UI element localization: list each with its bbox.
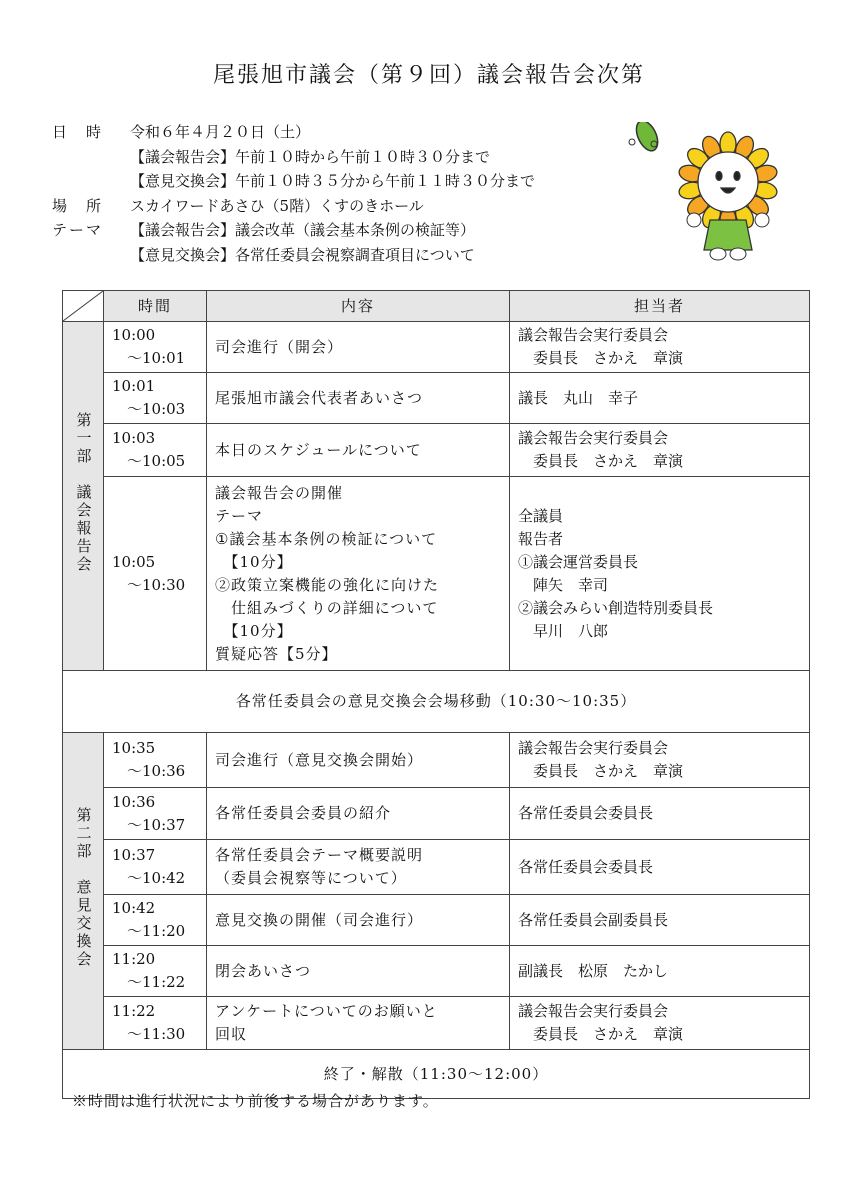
person-cell: 各常任委員会副委員長 [510,895,810,946]
info-row [52,243,535,268]
info-label [52,169,130,194]
person-cell: 各常任委員会委員長 [510,788,810,840]
info-label: テーマ [52,221,104,239]
info-label [52,243,130,268]
page-title: 尾張旭市議会（第９回）議会報告会次第 [212,63,645,88]
closing-row: 終了・解散（11:30～12:00） [63,1050,810,1099]
person-cell: 議会報告会実行委員会 委員長 さかえ 章演 [510,322,810,373]
section-label: 第一部 議会報告会 [63,322,104,671]
info-row [52,169,535,194]
person-cell: 議会報告会実行委員会 委員長 さかえ 章演 [510,997,810,1050]
time-cell: 10:03 ～10:05 [104,424,207,477]
info-value: 【議会報告会】午前１０時から午前１０時３０分まで [130,147,491,166]
content-cell: 議会報告会の開催 テーマ ①議会基本条例の検証について 【10分】 ②政策立案機能の強化に向けた 仕組みづくりの詳細について 【10分】 質疑応答【5分】 [207,477,510,671]
section-label: 第二部 意見交換会 [63,733,104,1050]
sunflower-mascot-icon [628,122,778,262]
time-cell: 10:37 ～10:42 [104,840,207,895]
content-cell: 閉会あいさつ [207,946,510,997]
info-row [52,145,535,170]
info-row [52,194,535,219]
header-time: 時間 [104,291,207,322]
content-cell: 意見交換の開催（司会進行） [207,895,510,946]
header-person: 担当者 [510,291,810,322]
content-cell: 尾張旭市議会代表者あいさつ [207,373,510,424]
content-cell: 司会進行（意見交換会開始） [207,733,510,788]
time-cell: 10:35 ～10:36 [104,733,207,788]
table-row [63,733,810,788]
info-row [52,120,535,145]
table-row [63,424,810,477]
content-cell: 司会進行（開会） [207,322,510,373]
info-value: 【意見交換会】各常任委員会視察調査項目について [130,245,475,264]
schedule-table [62,290,810,1099]
header-content: 内容 [207,291,510,322]
time-cell: 10:01 ～10:03 [104,373,207,424]
content-cell: アンケートについてのお願いと 回収 [207,997,510,1050]
info-value: スカイワードあさひ（5階）くすのきホール [130,196,424,215]
event-info [52,120,535,267]
content-cell: 各常任委員会テーマ概要説明 （委員会視察等について） [207,840,510,895]
info-label [52,145,130,170]
person-cell: 全議員 報告者 ①議会運営委員長 陣矢 幸司 ②議会みらい創造特別委員長 早川 八郎 [510,477,810,671]
info-value: 【意見交換会】午前１０時３５分から午前１１時３０分まで [130,172,536,190]
content-cell: 本日のスケジュールについて [207,424,510,477]
person-cell: 各常任委員会委員長 [510,840,810,895]
table-row [63,997,810,1050]
person-cell: 議会報告会実行委員会 委員長 さかえ 章演 [510,733,810,788]
time-cell: 11:22 ～11:30 [104,997,207,1050]
table-row [63,788,810,840]
table-row [63,946,810,997]
time-cell: 10:36 ～10:37 [104,788,207,840]
person-cell: 副議長 松原 たかし [510,946,810,997]
time-cell: 10:00 ～10:01 [104,322,207,373]
table-row [63,895,810,946]
info-label: 場 所 [52,196,104,215]
info-value: 【議会報告会】議会改革（議会基本条例の検証等） [130,221,476,239]
info-value: 令和６年４月２０日（土） [130,123,311,141]
time-cell: 10:42 ～11:20 [104,895,207,946]
table-row [63,373,810,424]
table-row [63,477,810,671]
footnote: ※時間は進行状況により前後する場合があります。 [72,1092,439,1110]
info-row [52,218,535,243]
time-cell: 10:05 ～10:30 [104,477,207,671]
diagonal-header-cell [63,291,104,322]
time-cell: 11:20 ～11:22 [104,946,207,997]
info-label: 日 時 [52,123,104,141]
content-cell: 各常任委員会委員の紹介 [207,788,510,840]
person-cell: 議長 丸山 幸子 [510,373,810,424]
table-row [63,840,810,895]
table-row [63,322,810,373]
person-cell: 議会報告会実行委員会 委員長 さかえ 章演 [510,424,810,477]
venue-move-row: 各常任委員会の意見交換会会場移動（10:30～10:35） [63,671,810,733]
